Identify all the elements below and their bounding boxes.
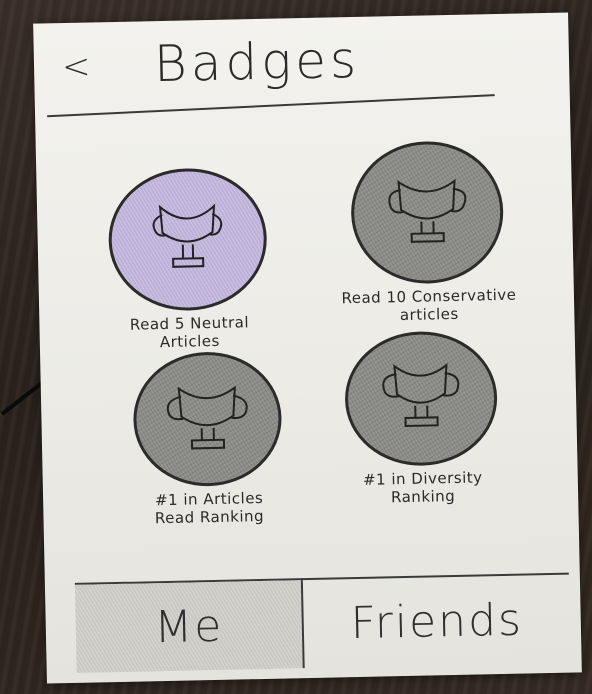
tab-me[interactable] <box>75 580 303 673</box>
bottom-tab-bar <box>75 573 571 673</box>
trophy-icon <box>370 353 472 445</box>
badge-read-10-conservative[interactable] <box>306 139 550 326</box>
badge-label: #1 in Articles Read Ranking <box>154 488 265 528</box>
badge-circle <box>350 140 505 285</box>
tab-friends[interactable] <box>303 575 571 669</box>
tab-friends-label: Friends <box>350 594 524 649</box>
back-arrow-icon: < <box>61 46 91 88</box>
badge-label: Read 10 Conservative articles <box>341 285 517 325</box>
badge-circle <box>344 330 499 467</box>
badge-1-in-articles-read-ranking[interactable] <box>106 350 310 528</box>
back-button[interactable] <box>62 46 91 87</box>
paper-sketch <box>33 12 582 683</box>
badge-read-5-neutral[interactable] <box>86 166 290 352</box>
badge-1-in-diversity-ranking[interactable] <box>310 329 534 508</box>
tab-me-label: Me <box>153 600 224 653</box>
trophy-icon <box>157 373 259 465</box>
header-divider <box>47 94 495 117</box>
badge-label: #1 in Diversity Ranking <box>362 468 483 507</box>
badge-circle <box>107 167 268 312</box>
page-title: Badges <box>153 30 361 94</box>
trophy-icon <box>376 166 478 258</box>
badge-label: Read 5 Neutral Articles <box>129 313 250 352</box>
trophy-icon <box>142 194 234 286</box>
badge-circle <box>132 351 283 488</box>
